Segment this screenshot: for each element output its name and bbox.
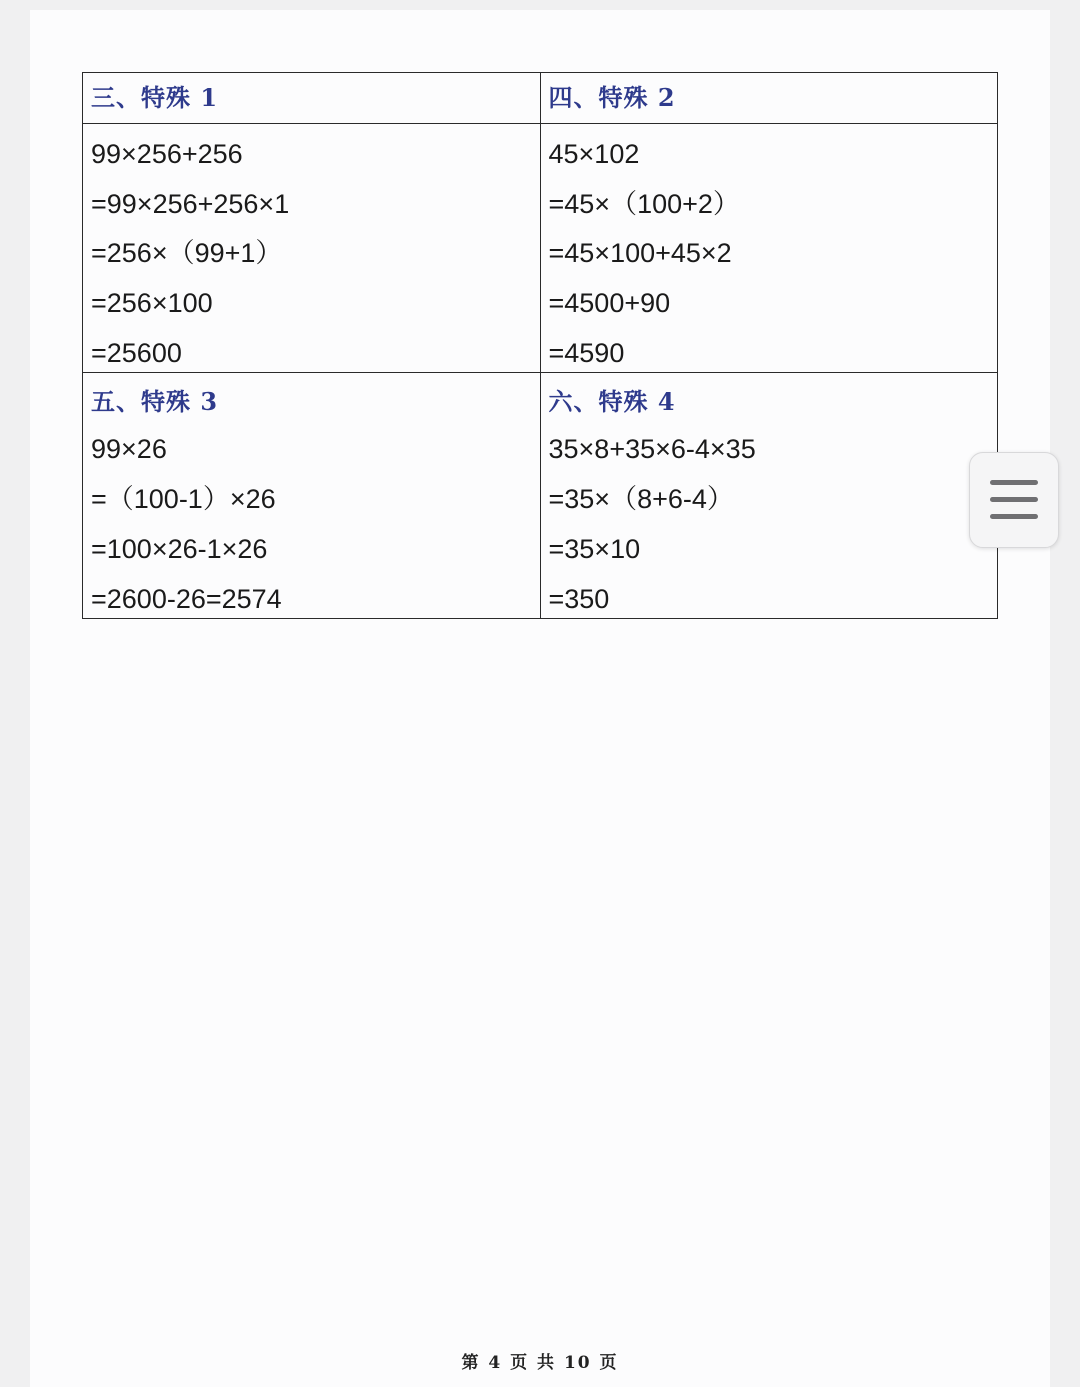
calc-line: =100×26-1×26 [91,533,268,564]
section-heading: 六、特殊 4 [548,387,676,417]
calc-line: =35×（8+6-4） [548,484,734,515]
calculation-table [82,72,998,619]
calc-line: =2600-26=2574 [91,583,282,614]
table-cell-steps [83,373,541,619]
calc-line: =（100-1）×26 [91,484,276,515]
calc-line: =45×（100+2） [548,188,740,219]
table-cell-steps [83,124,541,373]
calc-line: 99×256+256 [91,139,243,169]
table-cell-heading [83,73,541,124]
section-heading: 五、特殊 3 [91,387,219,417]
menu-button[interactable] [969,452,1059,548]
table-row [83,124,998,373]
page-number: 第 4 页 共 10 页 [461,1353,619,1373]
section-heading: 四、特殊 2 [548,83,676,112]
calc-line: =25600 [91,337,182,368]
calc-line: =4590 [548,337,625,368]
table-cell-heading [540,73,998,124]
table-cell-steps [540,373,998,619]
calc-line: 99×26 [91,434,167,465]
calc-line: 35×8+35×6-4×35 [548,434,756,465]
calc-line: =350 [548,583,610,614]
table-row [83,73,998,124]
section-heading: 三、特殊 1 [91,83,219,112]
document-page [30,10,1050,1387]
calc-line: =4500+90 [548,288,671,319]
calc-line: =256×（99+1） [91,238,283,269]
table-row [83,373,998,619]
calc-line: =256×100 [91,288,213,319]
calc-line: =45×100+45×2 [548,238,732,269]
calc-line: =99×256+256×1 [91,188,290,219]
calc-line: =35×10 [548,533,641,564]
calc-line: 45×102 [548,139,640,169]
table-cell-steps [540,124,998,373]
